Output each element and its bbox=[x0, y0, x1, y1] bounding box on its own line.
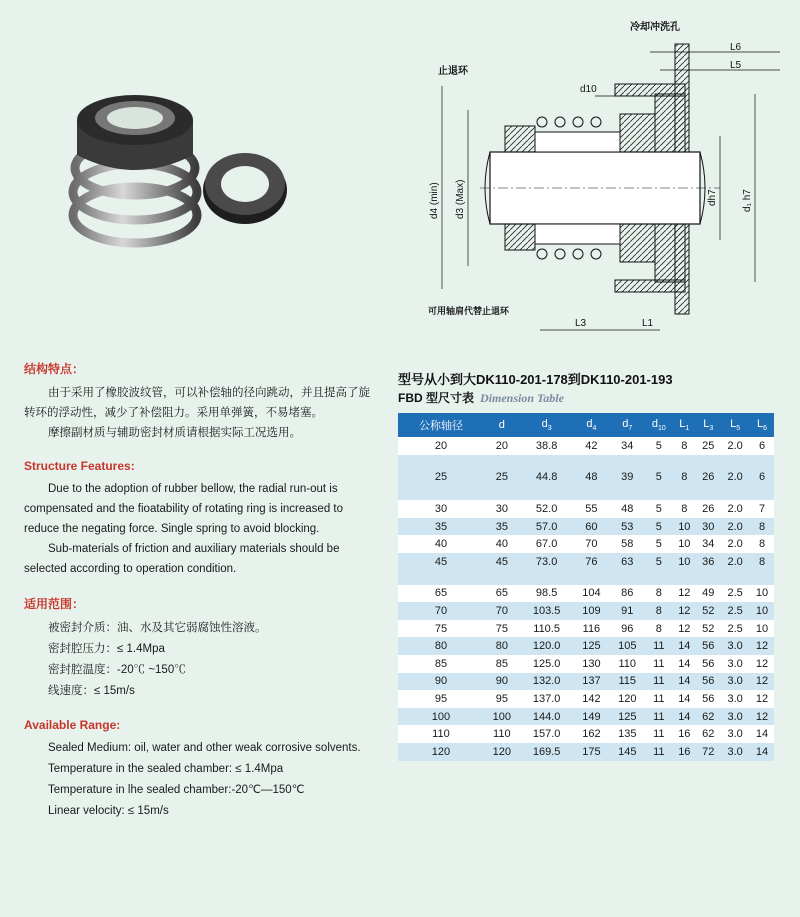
cn-range-item: 被密封介质：油、水及其它弱腐蚀性溶液。 bbox=[48, 622, 267, 634]
table-cell bbox=[609, 571, 645, 585]
table-header-cell: $L_6$ bbox=[750, 413, 774, 437]
table-cell bbox=[609, 486, 645, 500]
label-l5: L5 bbox=[730, 60, 742, 71]
table-cell: 75 bbox=[398, 620, 484, 638]
table-cell: 11 bbox=[645, 708, 672, 726]
table-cell bbox=[398, 571, 484, 585]
label-d10: d10 bbox=[580, 84, 597, 95]
table-cell bbox=[484, 455, 520, 469]
table-cell: 14 bbox=[750, 725, 774, 743]
table-cell: 3.0 bbox=[720, 725, 750, 743]
table-row bbox=[398, 553, 774, 571]
table-cell bbox=[645, 486, 672, 500]
cn-features-p1: 由于采用了橡胶波纹管，可以补偿轴的径向跳动，并且提高了旋转环的浮动性，减少了补偿阻力。采用单弹簧，不易堵塞。 bbox=[24, 387, 370, 419]
table-cell: 130 bbox=[574, 655, 610, 673]
table-cell: 90 bbox=[398, 673, 484, 691]
table-cell: 65 bbox=[484, 585, 520, 603]
label-l3: L3 bbox=[575, 318, 587, 329]
table-cell: 100 bbox=[484, 708, 520, 726]
table-cell: 145 bbox=[609, 743, 645, 761]
table-cell: 3.0 bbox=[720, 708, 750, 726]
table-cell: 85 bbox=[398, 655, 484, 673]
table-header-cell: $d_{10}$ bbox=[645, 413, 672, 437]
label-d3: d3 (Max) bbox=[455, 179, 466, 219]
cn-range-item: 密封腔压力：≤ 1.4Mpa bbox=[48, 643, 165, 655]
en-range-item: Temperature in the sealed chamber: ≤ 1.4Mpa bbox=[48, 763, 284, 775]
table-cell: 10 bbox=[672, 553, 696, 571]
table-cell: 38.8 bbox=[520, 437, 574, 455]
table-cell: 104 bbox=[574, 585, 610, 603]
table-cell: 2.5 bbox=[720, 585, 750, 603]
table-cell: 3.0 bbox=[720, 690, 750, 708]
en-features-title: Structure Features: bbox=[24, 459, 135, 473]
table-cell: 70 bbox=[484, 602, 520, 620]
table-cell bbox=[750, 455, 774, 469]
table-cell: 2.0 bbox=[720, 437, 750, 455]
table-cell: 3.0 bbox=[720, 673, 750, 691]
table-cell: 5 bbox=[645, 553, 672, 571]
cn-features-p2: 摩擦副材质与辅助密封材质请根据实际工况选用。 bbox=[48, 427, 301, 439]
table-cell: 120 bbox=[398, 743, 484, 761]
table-cell: 149 bbox=[574, 708, 610, 726]
table-cell: 57.0 bbox=[520, 518, 574, 536]
table-cell: 12 bbox=[750, 673, 774, 691]
table-cell bbox=[484, 571, 520, 585]
table-cell: 30 bbox=[696, 518, 720, 536]
table-cell: 175 bbox=[574, 743, 610, 761]
table-cell: 157.0 bbox=[520, 725, 574, 743]
table-row bbox=[398, 585, 774, 603]
table-cell: 75 bbox=[484, 620, 520, 638]
product-photo bbox=[55, 80, 295, 270]
table-row bbox=[398, 469, 774, 487]
table-cell: 14 bbox=[672, 690, 696, 708]
table-subtitle bbox=[398, 389, 564, 406]
table-header-cell: $d_7$ bbox=[609, 413, 645, 437]
table-cell: 34 bbox=[609, 437, 645, 455]
dimension-table bbox=[398, 413, 774, 761]
table-cell: 110 bbox=[398, 725, 484, 743]
table-cell: 132.0 bbox=[520, 673, 574, 691]
table-cell: 67.0 bbox=[520, 535, 574, 553]
table-cell: 72 bbox=[696, 743, 720, 761]
table-header-cell: 公称轴径 bbox=[398, 413, 484, 437]
table-cell: 2.0 bbox=[720, 469, 750, 487]
table-header-cell: $d_3$ bbox=[520, 413, 574, 437]
table-cell bbox=[609, 455, 645, 469]
table-row bbox=[398, 535, 774, 553]
table-row bbox=[398, 571, 774, 585]
table-cell: 125 bbox=[609, 708, 645, 726]
table-cell: 53 bbox=[609, 518, 645, 536]
table-cell: 96 bbox=[609, 620, 645, 638]
en-range-title: Available Range: bbox=[24, 718, 121, 732]
table-cell: 35 bbox=[398, 518, 484, 536]
table-cell: 8 bbox=[672, 469, 696, 487]
table-cell: 7 bbox=[750, 500, 774, 518]
table-cell: 56 bbox=[696, 655, 720, 673]
table-header-cell: d bbox=[484, 413, 520, 437]
table-cell: 8 bbox=[750, 553, 774, 571]
spring-seal bbox=[73, 95, 197, 243]
table-cell bbox=[696, 455, 720, 469]
table-cell bbox=[574, 486, 610, 500]
table-subtitle-cn: FBD 型尺寸表 bbox=[398, 391, 474, 405]
label-l1: L1 bbox=[642, 318, 654, 329]
table-cell: 34 bbox=[696, 535, 720, 553]
table-cell: 40 bbox=[484, 535, 520, 553]
table-cell: 14 bbox=[672, 655, 696, 673]
table-cell: 14 bbox=[672, 673, 696, 691]
table-cell: 45 bbox=[484, 553, 520, 571]
table-cell: 65 bbox=[398, 585, 484, 603]
table-cell: 49 bbox=[696, 585, 720, 603]
table-cell: 16 bbox=[672, 725, 696, 743]
table-cell: 20 bbox=[484, 437, 520, 455]
table-cell: 142 bbox=[574, 690, 610, 708]
table-subtitle-en: Dimension Table bbox=[480, 391, 564, 405]
label-dh7: dh7 bbox=[707, 189, 718, 206]
table-cell: 5 bbox=[645, 518, 672, 536]
table-cell: 44.8 bbox=[520, 469, 574, 487]
table-cell: 35 bbox=[484, 518, 520, 536]
table-cell: 2.0 bbox=[720, 500, 750, 518]
table-cell: 30 bbox=[484, 500, 520, 518]
table-cell bbox=[672, 455, 696, 469]
table-cell: 70 bbox=[574, 535, 610, 553]
table-cell: 5 bbox=[645, 437, 672, 455]
table-cell: 80 bbox=[484, 637, 520, 655]
table-cell: 95 bbox=[398, 690, 484, 708]
label-stop-ring: 止退环 bbox=[438, 66, 468, 77]
table-cell bbox=[696, 571, 720, 585]
table-header-cell: $L_3$ bbox=[696, 413, 720, 437]
label-l6: L6 bbox=[730, 42, 742, 53]
table-cell: 73.0 bbox=[520, 553, 574, 571]
table-cell bbox=[520, 455, 574, 469]
table-cell: 125.0 bbox=[520, 655, 574, 673]
cn-range-item: 线速度：≤ 15m/s bbox=[48, 685, 135, 697]
table-cell: 58 bbox=[609, 535, 645, 553]
table-cell bbox=[750, 571, 774, 585]
table-cell: 26 bbox=[696, 469, 720, 487]
table-cell: 26 bbox=[696, 500, 720, 518]
table-cell bbox=[720, 455, 750, 469]
table-cell: 42 bbox=[574, 437, 610, 455]
table-cell: 2.0 bbox=[720, 553, 750, 571]
table-cell: 12 bbox=[672, 585, 696, 603]
table-cell: 115 bbox=[609, 673, 645, 691]
table-header-cell: $L_5$ bbox=[720, 413, 750, 437]
table-cell bbox=[398, 455, 484, 469]
table-cell: 55 bbox=[574, 500, 610, 518]
table-cell: 3.0 bbox=[720, 637, 750, 655]
table-cell: 63 bbox=[609, 553, 645, 571]
table-cell: 10 bbox=[750, 585, 774, 603]
en-range-item: Temperature in lhe sealed chamber:-20℃—150℃ bbox=[48, 784, 305, 796]
table-cell: 25 bbox=[398, 469, 484, 487]
table-row bbox=[398, 602, 774, 620]
table-row bbox=[398, 455, 774, 469]
table-cell: 12 bbox=[750, 637, 774, 655]
table-cell bbox=[520, 571, 574, 585]
table-cell: 10 bbox=[672, 535, 696, 553]
table-cell: 2.0 bbox=[720, 518, 750, 536]
table-cell: 125 bbox=[574, 637, 610, 655]
table-cell bbox=[720, 571, 750, 585]
table-cell: 2.0 bbox=[720, 535, 750, 553]
table-header-cell: $L_1$ bbox=[672, 413, 696, 437]
table-cell: 3.0 bbox=[720, 743, 750, 761]
table-cell: 56 bbox=[696, 690, 720, 708]
table-cell bbox=[672, 571, 696, 585]
table-cell: 3.0 bbox=[720, 655, 750, 673]
table-row bbox=[398, 518, 774, 536]
table-cell: 2.5 bbox=[720, 602, 750, 620]
table-cell: 39 bbox=[609, 469, 645, 487]
table-cell bbox=[696, 486, 720, 500]
table-cell: 169.5 bbox=[520, 743, 574, 761]
table-cell: 105 bbox=[609, 637, 645, 655]
table-cell bbox=[484, 486, 520, 500]
table-cell: 95 bbox=[484, 690, 520, 708]
table-cell bbox=[574, 571, 610, 585]
table-cell: 110.5 bbox=[520, 620, 574, 638]
table-cell: 12 bbox=[750, 708, 774, 726]
cn-range-item: 密封腔温度：-20℃ ~150℃ bbox=[48, 664, 186, 676]
table-cell: 10 bbox=[750, 602, 774, 620]
table-row bbox=[398, 673, 774, 691]
table-cell: 11 bbox=[645, 725, 672, 743]
table-cell: 137 bbox=[574, 673, 610, 691]
table-cell: 8 bbox=[645, 602, 672, 620]
table-cell: 12 bbox=[672, 602, 696, 620]
label-d1h7: d₁ h7 bbox=[742, 189, 753, 212]
table-cell: 8 bbox=[645, 585, 672, 603]
table-row bbox=[398, 486, 774, 500]
table-cell: 162 bbox=[574, 725, 610, 743]
table-cell: 11 bbox=[645, 743, 672, 761]
label-keyway-note: 可用轴肩代替止退环 bbox=[428, 306, 510, 316]
table-cell: 98.5 bbox=[520, 585, 574, 603]
table-cell: 14 bbox=[672, 708, 696, 726]
table-cell: 60 bbox=[574, 518, 610, 536]
en-range-item: Linear velocity: ≤ 15m/s bbox=[48, 805, 169, 817]
table-cell: 8 bbox=[750, 518, 774, 536]
table-cell bbox=[720, 486, 750, 500]
table-cell: 85 bbox=[484, 655, 520, 673]
table-cell: 12 bbox=[672, 620, 696, 638]
table-cell: 86 bbox=[609, 585, 645, 603]
table-cell bbox=[645, 571, 672, 585]
table-cell: 36 bbox=[696, 553, 720, 571]
table-cell: 56 bbox=[696, 637, 720, 655]
table-cell bbox=[574, 455, 610, 469]
table-row bbox=[398, 690, 774, 708]
table-cell: 52 bbox=[696, 602, 720, 620]
seat-ring bbox=[203, 153, 287, 224]
table-cell: 120 bbox=[609, 690, 645, 708]
table-body bbox=[398, 437, 774, 761]
table-cell: 103.5 bbox=[520, 602, 574, 620]
technical-drawing bbox=[420, 14, 782, 334]
cn-features-title: 结构特点： bbox=[24, 362, 85, 376]
table-cell: 11 bbox=[645, 637, 672, 655]
table-cell: 8 bbox=[645, 620, 672, 638]
table-cell: 10 bbox=[672, 518, 696, 536]
table-cell: 110 bbox=[484, 725, 520, 743]
table-cell bbox=[750, 486, 774, 500]
table-row bbox=[398, 437, 774, 455]
table-cell: 10 bbox=[750, 620, 774, 638]
table-cell: 8 bbox=[672, 437, 696, 455]
table-cell: 48 bbox=[574, 469, 610, 487]
table-cell: 62 bbox=[696, 708, 720, 726]
en-features-p2: Sub-materials of friction and auxiliary materials should be selected according to operation condition. bbox=[24, 543, 340, 575]
table-row bbox=[398, 708, 774, 726]
label-d4: d4 (min) bbox=[429, 182, 440, 219]
en-features-p1: Due to the adoption of rubber bellow, the radial run-out is compensated and the fioatability of rotating ring is increased to reduce the negating force. Single spring to avoid blocking. bbox=[24, 483, 343, 535]
table-cell: 8 bbox=[750, 535, 774, 553]
table-cell: 5 bbox=[645, 535, 672, 553]
table-row bbox=[398, 743, 774, 761]
table-cell: 16 bbox=[672, 743, 696, 761]
cn-range-title: 适用范围： bbox=[24, 597, 85, 611]
table-cell: 70 bbox=[398, 602, 484, 620]
table-cell: 76 bbox=[574, 553, 610, 571]
table-row bbox=[398, 637, 774, 655]
table-cell: 135 bbox=[609, 725, 645, 743]
table-cell: 90 bbox=[484, 673, 520, 691]
table-row bbox=[398, 655, 774, 673]
table-cell: 20 bbox=[398, 437, 484, 455]
table-cell: 2.5 bbox=[720, 620, 750, 638]
table-cell: 12 bbox=[750, 690, 774, 708]
table-title: 型号从小到大DK110-201-178到DK110-201-193 bbox=[398, 372, 673, 387]
table-cell: 40 bbox=[398, 535, 484, 553]
table-cell: 56 bbox=[696, 673, 720, 691]
table-cell: 52 bbox=[696, 620, 720, 638]
table-cell bbox=[645, 455, 672, 469]
table-cell: 100 bbox=[398, 708, 484, 726]
table-cell: 52.0 bbox=[520, 500, 574, 518]
table-cell: 109 bbox=[574, 602, 610, 620]
table-cell: 144.0 bbox=[520, 708, 574, 726]
table-row bbox=[398, 500, 774, 518]
table-cell: 6 bbox=[750, 469, 774, 487]
label-cooling-hole: 冷却冲洗孔 bbox=[630, 22, 680, 33]
table-cell: 6 bbox=[750, 437, 774, 455]
table-cell: 14 bbox=[672, 637, 696, 655]
table-cell: 116 bbox=[574, 620, 610, 638]
table-cell: 8 bbox=[672, 500, 696, 518]
table-cell: 14 bbox=[750, 743, 774, 761]
table-header-cell: $d_4$ bbox=[574, 413, 610, 437]
table-row bbox=[398, 620, 774, 638]
table-cell: 120 bbox=[484, 743, 520, 761]
description-column bbox=[24, 360, 374, 822]
en-range-item: Sealed Medium: oil, water and other weak corrosive solvents. bbox=[48, 742, 361, 754]
table-cell: 48 bbox=[609, 500, 645, 518]
table-cell: 91 bbox=[609, 602, 645, 620]
table-cell: 62 bbox=[696, 725, 720, 743]
table-cell: 11 bbox=[645, 690, 672, 708]
table-cell: 30 bbox=[398, 500, 484, 518]
table-cell: 25 bbox=[484, 469, 520, 487]
table-cell: 80 bbox=[398, 637, 484, 655]
table-cell: 25 bbox=[696, 437, 720, 455]
table-cell: 137.0 bbox=[520, 690, 574, 708]
table-cell bbox=[672, 486, 696, 500]
table-cell: 110 bbox=[609, 655, 645, 673]
table-cell: 5 bbox=[645, 469, 672, 487]
table-cell: 5 bbox=[645, 500, 672, 518]
table-cell: 120.0 bbox=[520, 637, 574, 655]
table-cell: 45 bbox=[398, 553, 484, 571]
table-cell: 11 bbox=[645, 673, 672, 691]
table-header-row bbox=[398, 413, 774, 437]
table-cell: 12 bbox=[750, 655, 774, 673]
table-row bbox=[398, 725, 774, 743]
table-cell bbox=[520, 486, 574, 500]
table-cell: 11 bbox=[645, 655, 672, 673]
table-cell bbox=[398, 486, 484, 500]
